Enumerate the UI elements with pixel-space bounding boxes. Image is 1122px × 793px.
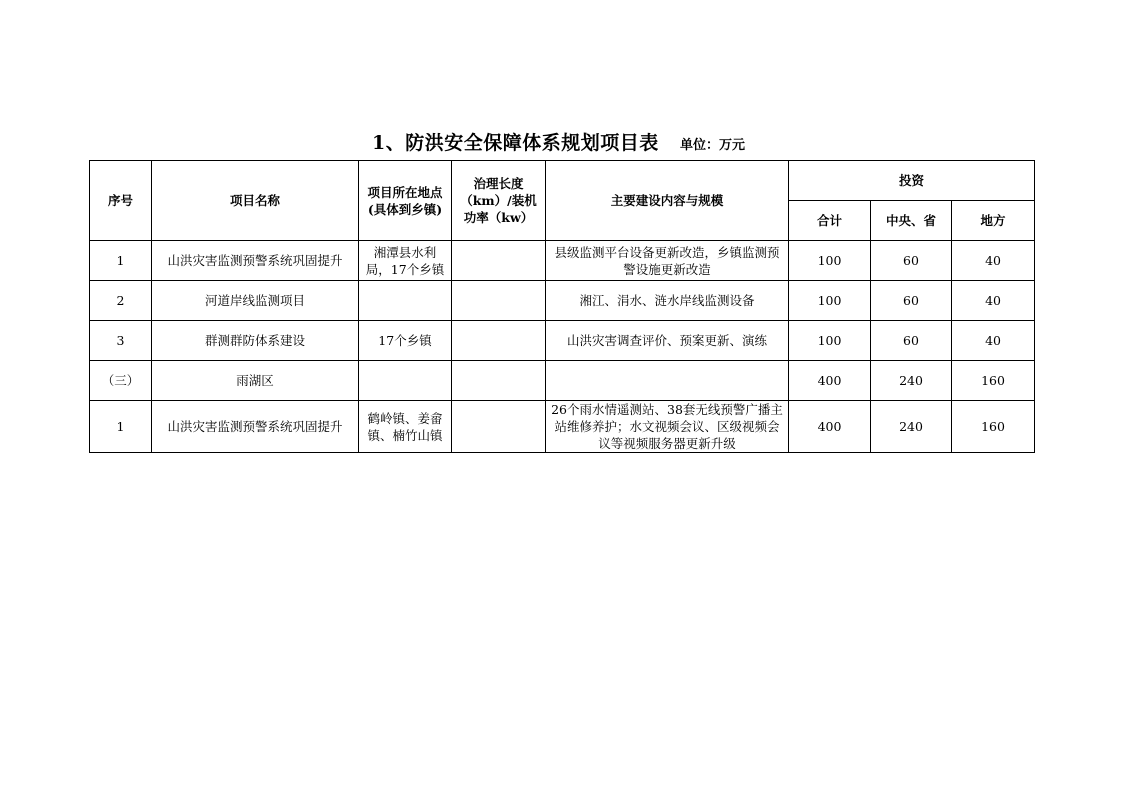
page-title: 1、防洪安全保障体系规划项目表 [372,132,659,154]
cell-name: 山洪灾害监测预警系统巩固提升 [152,241,359,281]
unit-label: 单位：万元 [680,138,746,153]
header-total: 合计 [789,201,871,241]
cell-total: 100 [789,281,871,321]
table-row [90,401,1035,453]
cell-local: 160 [952,361,1035,401]
title-row [0,128,1122,158]
cell-name: 山洪灾害监测预警系统巩固提升 [152,401,359,453]
cell-central: 60 [871,281,952,321]
cell-name: 雨湖区 [152,361,359,401]
cell-name: 河道岸线监测项目 [152,281,359,321]
cell-length [452,281,546,321]
cell-location [359,361,452,401]
cell-content: 山洪灾害调查评价、预案更新、演练 [546,321,789,361]
cell-location: 鹤岭镇、姜畲镇、楠竹山镇 [359,401,452,453]
cell-length [452,401,546,453]
header-length: 治理长度（km）/装机功率（kw） [452,161,546,241]
cell-seq: 1 [90,401,152,453]
header-name: 项目名称 [152,161,359,241]
cell-seq: 3 [90,321,152,361]
header-local: 地方 [952,201,1035,241]
cell-location: 17个乡镇 [359,321,452,361]
table-row [90,281,1035,321]
cell-seq: 2 [90,281,152,321]
cell-total: 100 [789,321,871,361]
header-seq: 序号 [90,161,152,241]
cell-length [452,241,546,281]
header-location: 项目所在地点(具体到乡镇) [359,161,452,241]
cell-length [452,361,546,401]
header-investment: 投资 [789,161,1035,201]
table-row [90,321,1035,361]
cell-content: 26个雨水情遥测站、38套无线预警广播主站维修养护；水文视频会议、区级视频会议等视频服务器更新升级 [546,401,789,453]
cell-total: 400 [789,361,871,401]
cell-location [359,281,452,321]
cell-content: 湘江、涓水、涟水岸线监测设备 [546,281,789,321]
cell-local: 160 [952,401,1035,453]
cell-total: 400 [789,401,871,453]
cell-central: 240 [871,361,952,401]
cell-seq: 1 [90,241,152,281]
cell-total: 100 [789,241,871,281]
header-content: 主要建设内容与规模 [546,161,789,241]
cell-local: 40 [952,321,1035,361]
cell-central: 60 [871,321,952,361]
cell-content: 县级监测平台设备更新改造，乡镇监测预警设施更新改造 [546,241,789,281]
cell-central: 60 [871,241,952,281]
cell-seq: （三） [90,361,152,401]
project-table [89,160,1035,453]
cell-name: 群测群防体系建设 [152,321,359,361]
table-row [90,241,1035,281]
cell-content [546,361,789,401]
cell-central: 240 [871,401,952,453]
cell-local: 40 [952,241,1035,281]
header-row-1 [90,161,1035,201]
cell-local: 40 [952,281,1035,321]
header-central: 中央、省 [871,201,952,241]
cell-length [452,321,546,361]
section-row [90,361,1035,401]
cell-location: 湘潭县水利局，17个乡镇 [359,241,452,281]
